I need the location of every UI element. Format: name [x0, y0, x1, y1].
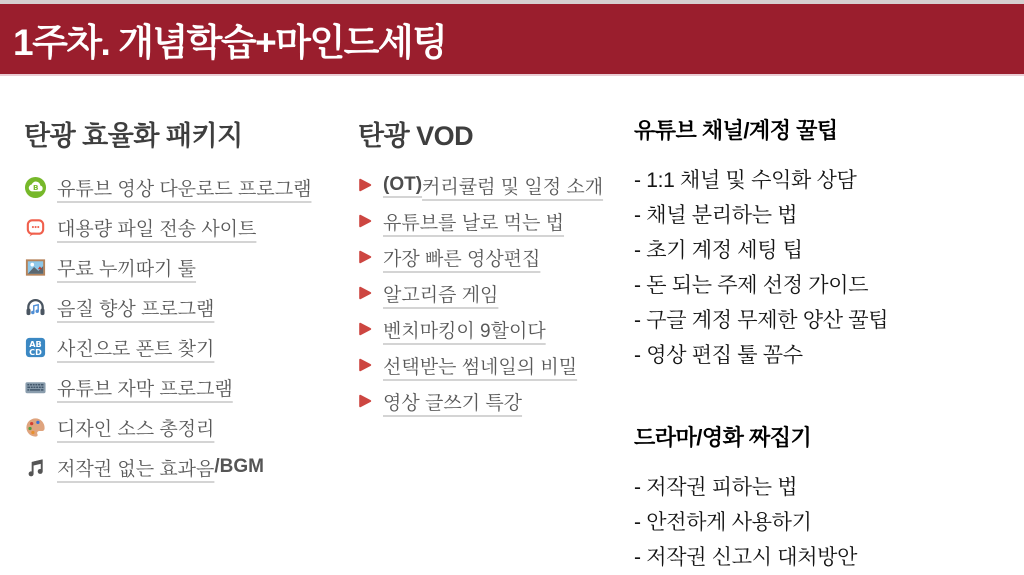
file-transfer-icon: [24, 216, 47, 239]
tip-line: - 채널 분리하는 법: [634, 204, 798, 227]
item-label: 저작권 없는 효과음: [57, 458, 215, 480]
play-icon: [358, 214, 372, 228]
item-label: 디자인 소스 총정리: [57, 418, 215, 440]
package-column-title: 탄광 효율화 패키지: [24, 121, 243, 151]
list-item[interactable]: [358, 167, 638, 203]
item-label-prefix: (OT): [383, 174, 423, 195]
tip-line: - 구글 계정 무제한 양산 꿀팁: [634, 309, 889, 332]
page-title: 1주차. 개념학습+마인드세팅: [13, 22, 447, 63]
play-icon: [358, 286, 372, 300]
list-item[interactable]: [24, 247, 354, 287]
tip-line: - 영상 편집 툴 꼼수: [634, 344, 803, 367]
tip-line: - 저작권 신고시 대처방안: [634, 546, 858, 569]
image-cutout-icon: [24, 256, 47, 279]
tip-line: - 돈 되는 주제 선정 가이드: [634, 274, 869, 297]
item-label: 영상 글쓰기 특강: [383, 392, 523, 414]
tips-section-youtube: [634, 114, 1019, 373]
item-label-suffix: /BGM: [214, 456, 264, 477]
keyboard-icon: [24, 376, 47, 399]
item-label: 알고리즘 게임: [383, 284, 499, 306]
list-item[interactable]: [24, 407, 354, 447]
package-list: [24, 167, 354, 487]
list-item[interactable]: [358, 239, 638, 275]
list-item[interactable]: [24, 327, 354, 367]
palette-icon: [24, 416, 47, 439]
play-icon: [358, 250, 372, 264]
vod-column: [358, 114, 638, 419]
tip-line: - 초기 계정 세팅 팁: [634, 239, 803, 262]
item-label: 커리큘럼 및 일정 소개: [422, 176, 604, 198]
list-item[interactable]: [358, 383, 638, 419]
tips-section-title: 드라마/영화 짜집기: [634, 425, 812, 450]
vod-column-title: 탄광 VOD: [358, 121, 474, 151]
package-column: [24, 114, 354, 487]
audio-quality-icon: [24, 296, 47, 319]
svg-text:AB: AB: [29, 338, 42, 349]
item-label: 선택받는 썸네일의 비밀: [383, 356, 578, 378]
list-item[interactable]: [358, 203, 638, 239]
item-label: 사진으로 폰트 찾기: [57, 338, 215, 360]
vod-list: [358, 167, 638, 419]
tips-column: [634, 114, 1019, 575]
list-item[interactable]: [24, 287, 354, 327]
play-icon: [358, 358, 372, 372]
tips-section-title: 유튜브 채널/계정 꿀팁: [634, 118, 838, 143]
title-bar: [0, 4, 1024, 76]
font-finder-icon: [24, 336, 47, 359]
video-downloader-icon: [24, 176, 47, 199]
item-label: 대용량 파일 전송 사이트: [57, 218, 257, 240]
list-item[interactable]: [24, 447, 354, 487]
item-label: 유튜브 영상 다운로드 프로그램: [57, 178, 312, 200]
tips-section-drama: [634, 421, 1019, 575]
list-item[interactable]: [24, 167, 354, 207]
item-label: 가장 빠른 영상편집: [383, 248, 541, 270]
list-item[interactable]: [358, 275, 638, 311]
svg-text:B: B: [32, 182, 39, 192]
tip-line: - 저작권 피하는 법: [634, 476, 798, 499]
list-item[interactable]: [24, 367, 354, 407]
play-icon: [358, 394, 372, 408]
music-note-icon: [24, 456, 47, 479]
item-label: 유튜브 자막 프로그램: [57, 378, 233, 400]
play-icon: [358, 322, 372, 336]
list-item[interactable]: [24, 207, 354, 247]
svg-text:CD: CD: [29, 346, 42, 357]
item-label: 유튜브를 날로 먹는 법: [383, 212, 565, 234]
list-item[interactable]: [358, 311, 638, 347]
tip-line: - 1:1 채널 및 수익화 상담: [634, 169, 857, 192]
list-item[interactable]: [358, 347, 638, 383]
item-label: 벤치마킹이 9할이다: [383, 320, 546, 342]
item-label: 음질 향상 프로그램: [57, 298, 215, 320]
play-icon: [358, 178, 372, 192]
item-label: 무료 누끼따기 툴: [57, 258, 197, 280]
tip-line: - 안전하게 사용하기: [634, 511, 812, 534]
content-area: [0, 76, 1024, 567]
